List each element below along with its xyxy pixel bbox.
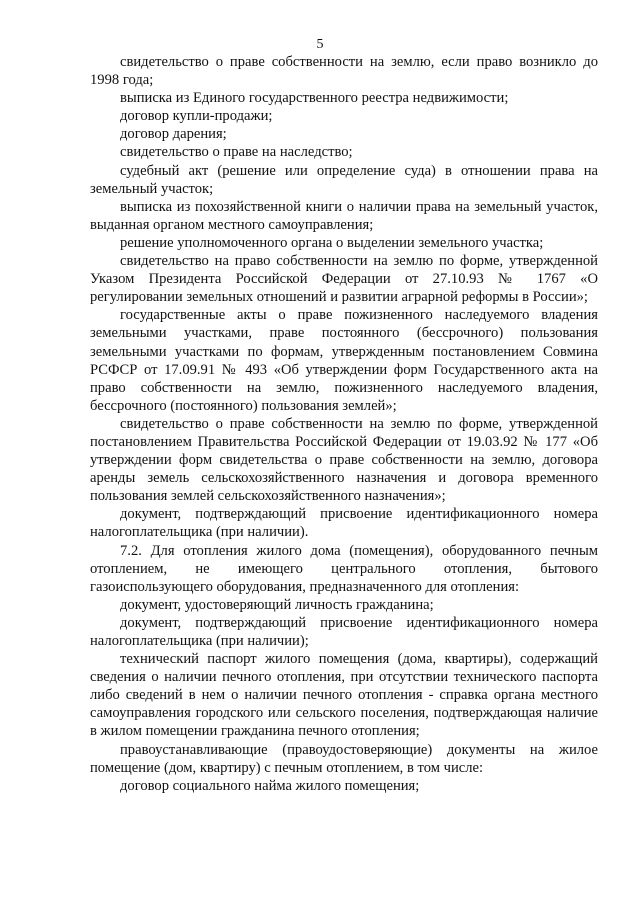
paragraph: свидетельство о праве на наследство; — [120, 144, 353, 161]
paragraph: договор дарения; — [120, 126, 227, 143]
paragraph: договор купли-продажи; — [120, 108, 273, 125]
paragraph: государственные акты о праве пожизненного наследуемого владения земельными участками, праве постоянного (бессрочного) пользования земельными участками по формам, утвержденным постановлением Совмина РСФСР от 17.09.91 № 493 «Об утверждении форм Государственного акта на право собственности на землю, пожизненного наследуемого владения, бессрочного (постоянного) пользования землей»; — [90, 307, 598, 414]
paragraph: выписка из похозяйственной книги о наличии права на земельный участок, выданная органом местного самоуправления; — [90, 198, 598, 233]
paragraph: документ, подтверждающий присвоение идентификационного номера налогоплательщика (при наличии). — [90, 506, 598, 541]
paragraph: свидетельство на право собственности на землю по форме, утвержденной Указом Президента Российской Федерации от 27.10.93 № 1767 «О регулировании земельных отношений и развитии аграрной реформы в России»; — [90, 253, 598, 306]
paragraph: судебный акт (решение или определение суда) в отношении права на земельный участок; — [90, 162, 598, 197]
paragraph: документ, подтверждающий присвоение идентификационного номера налогоплательщика (при наличии); — [90, 614, 598, 649]
paragraph: выписка из Единого государственного реестра недвижимости; — [120, 90, 509, 107]
section-heading-paragraph: 7.2. Для отопления жилого дома (помещения), оборудованного печным отоплением, не имеющего центрального отопления, бытового газоиспользующего оборудования, предназначенного для отопления: — [90, 542, 598, 595]
paragraph: свидетельство о праве собственности на землю, если право возникло до 1998 года; — [90, 54, 598, 89]
paragraph: технический паспорт жилого помещения (дома, квартиры), содержащий сведения о наличии печного отопления, при отсутствии технического паспорта либо сведений в нем о наличии печного отопления - справка органа местного самоуправления городского или сельского поселения, подтверждающая наличие в жилом помещении гражданина печного отопления; — [90, 651, 598, 740]
page-number: 5 — [316, 37, 324, 52]
document-body — [90, 53, 598, 795]
paragraph: свидетельство о праве собственности на землю по форме, утвержденной постановлением Правительства Российской Федерации от 19.03.92 № 177 «Об утверждении форм свидетельства о праве собственности на землю, договора аренды земель сельскохозяйственного назначения и договора временного пользования землей сельскохозяйственного назначения»; — [90, 415, 598, 505]
paragraph: документ, удостоверяющий личность гражданина; — [120, 596, 434, 613]
paragraph: решение уполномоченного органа о выделении земельного участка; — [120, 234, 544, 251]
paragraph: договор социального найма жилого помещения; — [120, 777, 420, 794]
paragraph: правоустанавливающие (правоудостоверяющие) документы на жилое помещение (дом, квартиру) с печным отоплением, в том числе: — [90, 741, 598, 776]
